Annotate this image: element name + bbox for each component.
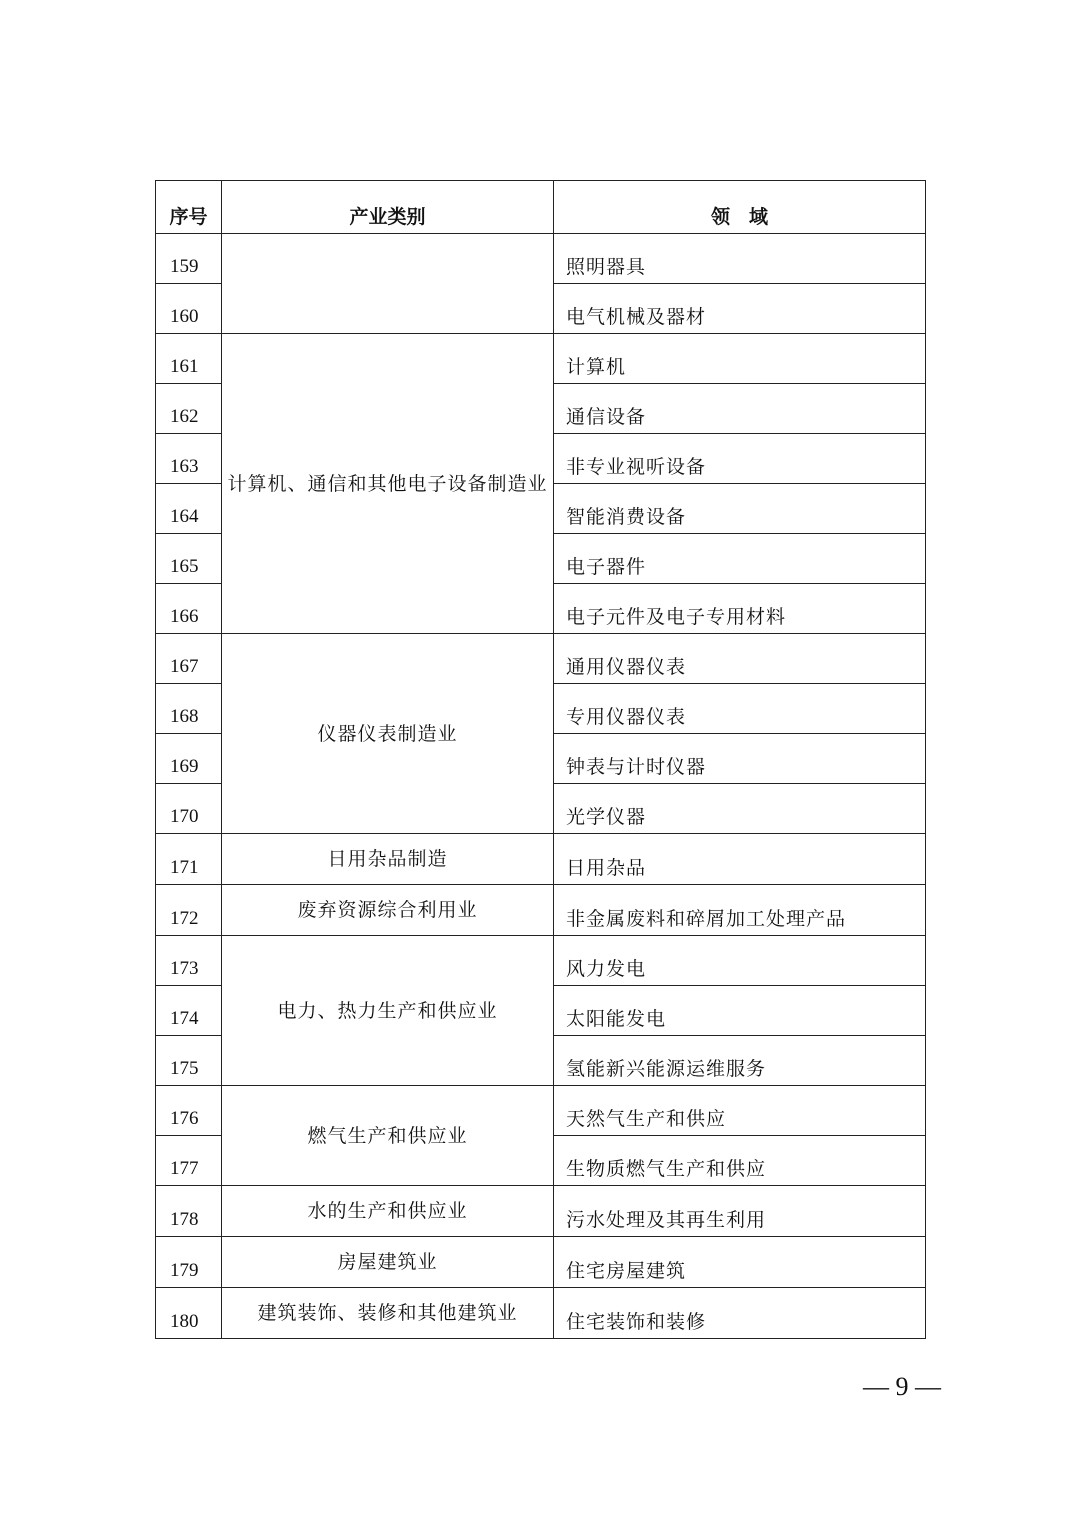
header-row: [156, 181, 926, 234]
row-seq: 161: [156, 334, 222, 384]
row-field: 通信设备: [554, 384, 926, 434]
row-seq: 174: [156, 986, 222, 1036]
row-seq: 159: [156, 234, 222, 284]
row-seq: 169: [156, 734, 222, 784]
row-seq: 177: [156, 1136, 222, 1186]
row-seq: 175: [156, 1036, 222, 1086]
row-seq: 162: [156, 384, 222, 434]
row-field: 住宅房屋建筑: [554, 1237, 926, 1288]
row-field: 电子器件: [554, 534, 926, 584]
row-category: 仪器仪表制造业: [222, 634, 554, 834]
row-seq: 168: [156, 684, 222, 734]
row-seq: 165: [156, 534, 222, 584]
row-seq: 167: [156, 634, 222, 684]
table-row: [156, 234, 926, 284]
row-seq: 171: [156, 834, 222, 885]
row-field: 光学仪器: [554, 784, 926, 834]
row-seq: 178: [156, 1186, 222, 1237]
row-seq: 179: [156, 1237, 222, 1288]
row-field: 照明器具: [554, 234, 926, 284]
table-row: [156, 1086, 926, 1136]
row-field: 氢能新兴能源运维服务: [554, 1036, 926, 1086]
row-category: 废弃资源综合利用业: [222, 885, 554, 936]
table-row: [156, 1186, 926, 1237]
row-field: 住宅装饰和装修: [554, 1288, 926, 1339]
row-category: 计算机、通信和其他电子设备制造业: [222, 334, 554, 634]
row-category: 水的生产和供应业: [222, 1186, 554, 1237]
industry-table: [155, 180, 926, 1339]
row-field: 天然气生产和供应: [554, 1086, 926, 1136]
table-row: [156, 634, 926, 684]
row-field: 风力发电: [554, 936, 926, 986]
row-field: 非金属废料和碎屑加工处理产品: [554, 885, 926, 936]
row-field: 专用仪器仪表: [554, 684, 926, 734]
row-field: 日用杂品: [554, 834, 926, 885]
row-field: 智能消费设备: [554, 484, 926, 534]
table-row: [156, 334, 926, 384]
row-category: 电力、热力生产和供应业: [222, 936, 554, 1086]
row-seq: 170: [156, 784, 222, 834]
page-number: — 9 —: [863, 1372, 941, 1401]
row-category: [222, 234, 554, 334]
row-seq: 163: [156, 434, 222, 484]
header-category: 产业类别: [222, 181, 554, 234]
row-field: 电气机械及器材: [554, 284, 926, 334]
row-category: 房屋建筑业: [222, 1237, 554, 1288]
row-category: 燃气生产和供应业: [222, 1086, 554, 1186]
table-row: [156, 1288, 926, 1339]
table-body: [156, 234, 926, 1339]
header-field: 领 域: [554, 181, 926, 234]
table-row: [156, 834, 926, 885]
row-field: 污水处理及其再生利用: [554, 1186, 926, 1237]
row-seq: 164: [156, 484, 222, 534]
row-field: 生物质燃气生产和供应: [554, 1136, 926, 1186]
row-seq: 172: [156, 885, 222, 936]
row-field: 通用仪器仪表: [554, 634, 926, 684]
row-seq: 173: [156, 936, 222, 986]
row-category: 日用杂品制造: [222, 834, 554, 885]
row-field: 电子元件及电子专用材料: [554, 584, 926, 634]
row-field: 太阳能发电: [554, 986, 926, 1036]
header-seq: 序号: [156, 181, 222, 234]
row-category: 建筑装饰、装修和其他建筑业: [222, 1288, 554, 1339]
table-row: [156, 885, 926, 936]
table-header: [156, 181, 926, 234]
row-seq: 166: [156, 584, 222, 634]
row-seq: 176: [156, 1086, 222, 1136]
row-seq: 160: [156, 284, 222, 334]
row-seq: 180: [156, 1288, 222, 1339]
row-field: 钟表与计时仪器: [554, 734, 926, 784]
row-field: 计算机: [554, 334, 926, 384]
table-row: [156, 936, 926, 986]
table-row: [156, 1237, 926, 1288]
row-field: 非专业视听设备: [554, 434, 926, 484]
